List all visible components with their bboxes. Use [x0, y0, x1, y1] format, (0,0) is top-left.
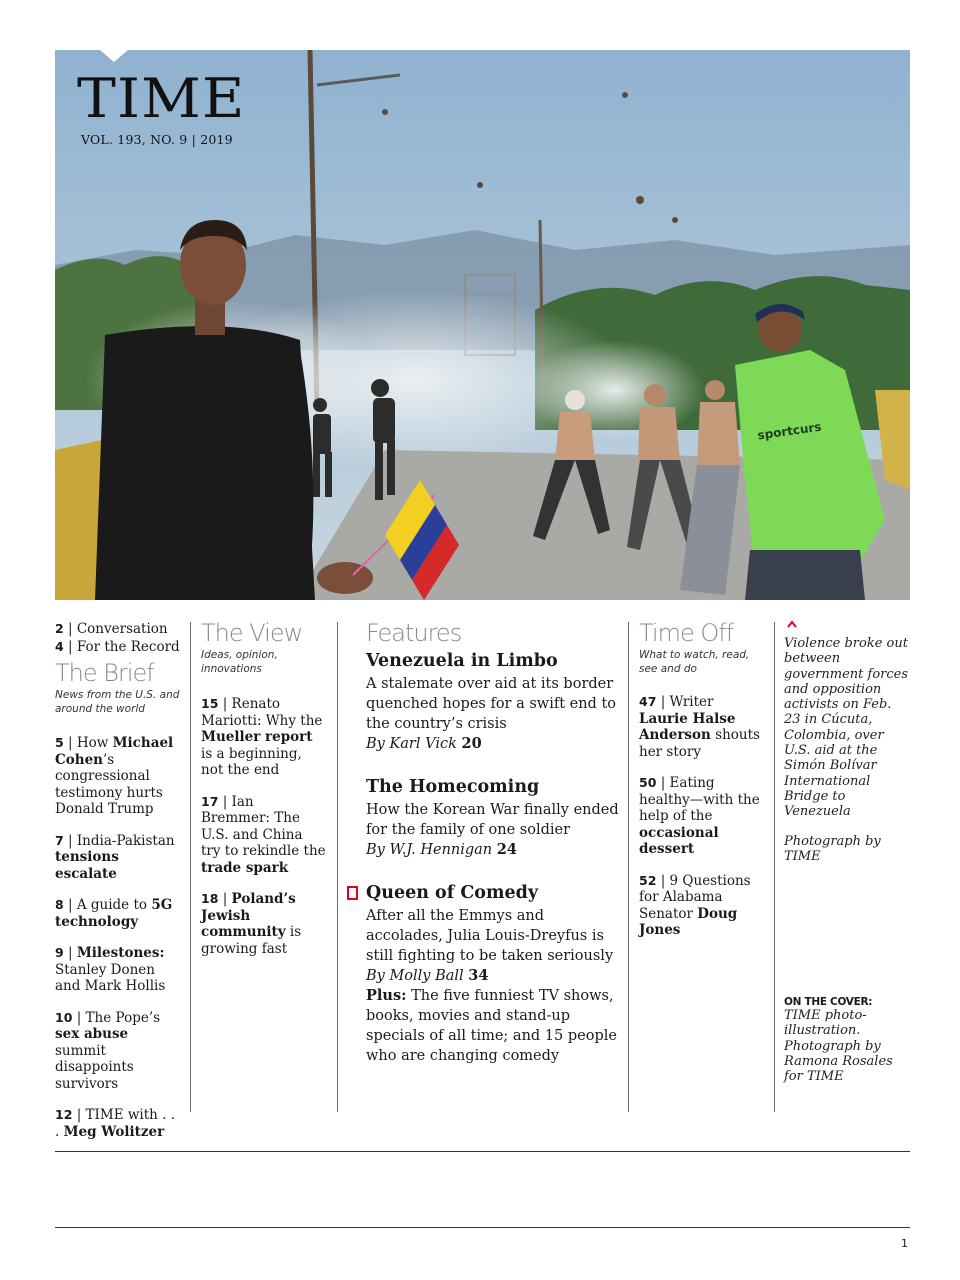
toc-item[interactable]: 2 | Conversation — [55, 621, 168, 637]
feature-byline: By W.J. Hennigan 24 — [366, 841, 517, 858]
feature-byline: By Molly Ball 34 — [366, 967, 489, 984]
column-divider — [774, 622, 775, 1112]
cover-story-marker-icon — [347, 886, 358, 900]
feature-title: Venezuela in Limbo — [366, 651, 558, 671]
feature-title: The Homecoming — [366, 777, 540, 797]
hero-photo — [55, 50, 910, 600]
shirt-text: sportcurs — [756, 419, 823, 443]
page-number: 1 — [901, 1237, 908, 1250]
section-subtitle-timeoff: What to watch, read, see and do — [639, 649, 750, 675]
section-title-timeoff: Time Off — [639, 619, 734, 647]
cover-credit — [784, 996, 910, 1084]
toc-item[interactable]: 50 | Eating healthy—with the help of the occasional dessert — [639, 775, 760, 857]
column-divider — [628, 622, 629, 1112]
horizontal-rule — [55, 1151, 910, 1152]
caret-up-icon — [787, 620, 797, 628]
toc-item[interactable]: 9 | Milestones: Stanley Donen and Mark Hollis — [55, 945, 166, 994]
section-title-view: The View — [201, 619, 303, 647]
volume-line: VOL. 193, NO. 9 | 2019 — [81, 132, 233, 147]
column-divider — [190, 622, 191, 1112]
caption-column — [784, 636, 910, 1085]
toc-item[interactable]: 47 | Writer Laurie Halse Anderson shouts her story — [639, 694, 760, 760]
photo-caption: Violence broke out between government forces and opposition activists on Feb. 23 in Cúcuta, Colombia, over U.S. aid at the Simón Bolívar International Bridge to Venezuela — [784, 636, 909, 820]
feature-item[interactable] — [366, 776, 621, 860]
section-subtitle-view: Ideas, opinion, innovations — [201, 649, 278, 675]
feature-dek: How the Korean War finally ended for the family of one soldier — [366, 802, 619, 838]
column-divider — [337, 622, 338, 1112]
feature-plus: Plus: The five funniest TV shows, books, movies and stand-up specials of all time; and 15 people who are changing comedy — [366, 987, 617, 1064]
features-column — [366, 620, 621, 1066]
feature-dek: A stalemate over aid at its border quenched hopes for a swift end to the country’s crisis — [366, 676, 617, 732]
cover-text: TIME photo-illustration. Photograph by Ramona Rosales for TIME — [784, 1008, 893, 1085]
corner-notch — [100, 50, 128, 62]
timeoff-column — [639, 620, 764, 939]
feature-dek: After all the Emmys and accolades, Julia Louis-Dreyfus is still fighting to be taken seriously — [366, 908, 614, 964]
cover-label: ON THE COVER: — [784, 996, 873, 1008]
section-title-features: Features — [366, 619, 462, 647]
toc-item[interactable]: 10 | The Pope’s sex abuse summit disappoints survivors — [55, 1009, 161, 1092]
toc-item[interactable]: 15 | Renato Mariotti: Why the Mueller report is a beginning, not the end — [201, 696, 323, 778]
section-subtitle-brief: News from the U.S. and around the world — [55, 689, 180, 715]
feature-item[interactable] — [366, 650, 621, 754]
toc-item[interactable]: 4 | For the Record — [55, 639, 180, 655]
toc-item[interactable]: 5 | How Michael Cohen’s congressional testimony hurts Donald Trump — [55, 735, 174, 817]
brief-column — [55, 620, 180, 1140]
toc-item[interactable]: 12 | TIME with . . . Meg Wolitzer — [55, 1107, 176, 1140]
toc-item[interactable]: 52 | 9 Questions for Alabama Senator Doug Jones — [639, 872, 751, 938]
view-column — [201, 620, 326, 957]
toc-item[interactable]: 18 | Poland’s Jewish community is growing fast — [201, 891, 302, 957]
toc-item[interactable]: 8 | A guide to 5G technology — [55, 897, 173, 930]
feature-item[interactable] — [366, 882, 621, 1066]
photo-credit: Photograph by TIME — [784, 833, 881, 864]
feature-title: Queen of Comedy — [366, 883, 539, 903]
masthead — [77, 67, 246, 147]
time-logo: TIME — [77, 67, 246, 130]
section-title-brief: The Brief — [55, 659, 154, 687]
toc-item[interactable]: 7 | India-Pakistan tensions escalate — [55, 832, 175, 882]
toc-item[interactable]: 17 | Ian Bremmer: The U.S. and China try to rekindle the trade spark — [201, 793, 326, 876]
feature-byline: By Karl Vick 20 — [366, 735, 482, 752]
horizontal-rule — [55, 1227, 910, 1228]
